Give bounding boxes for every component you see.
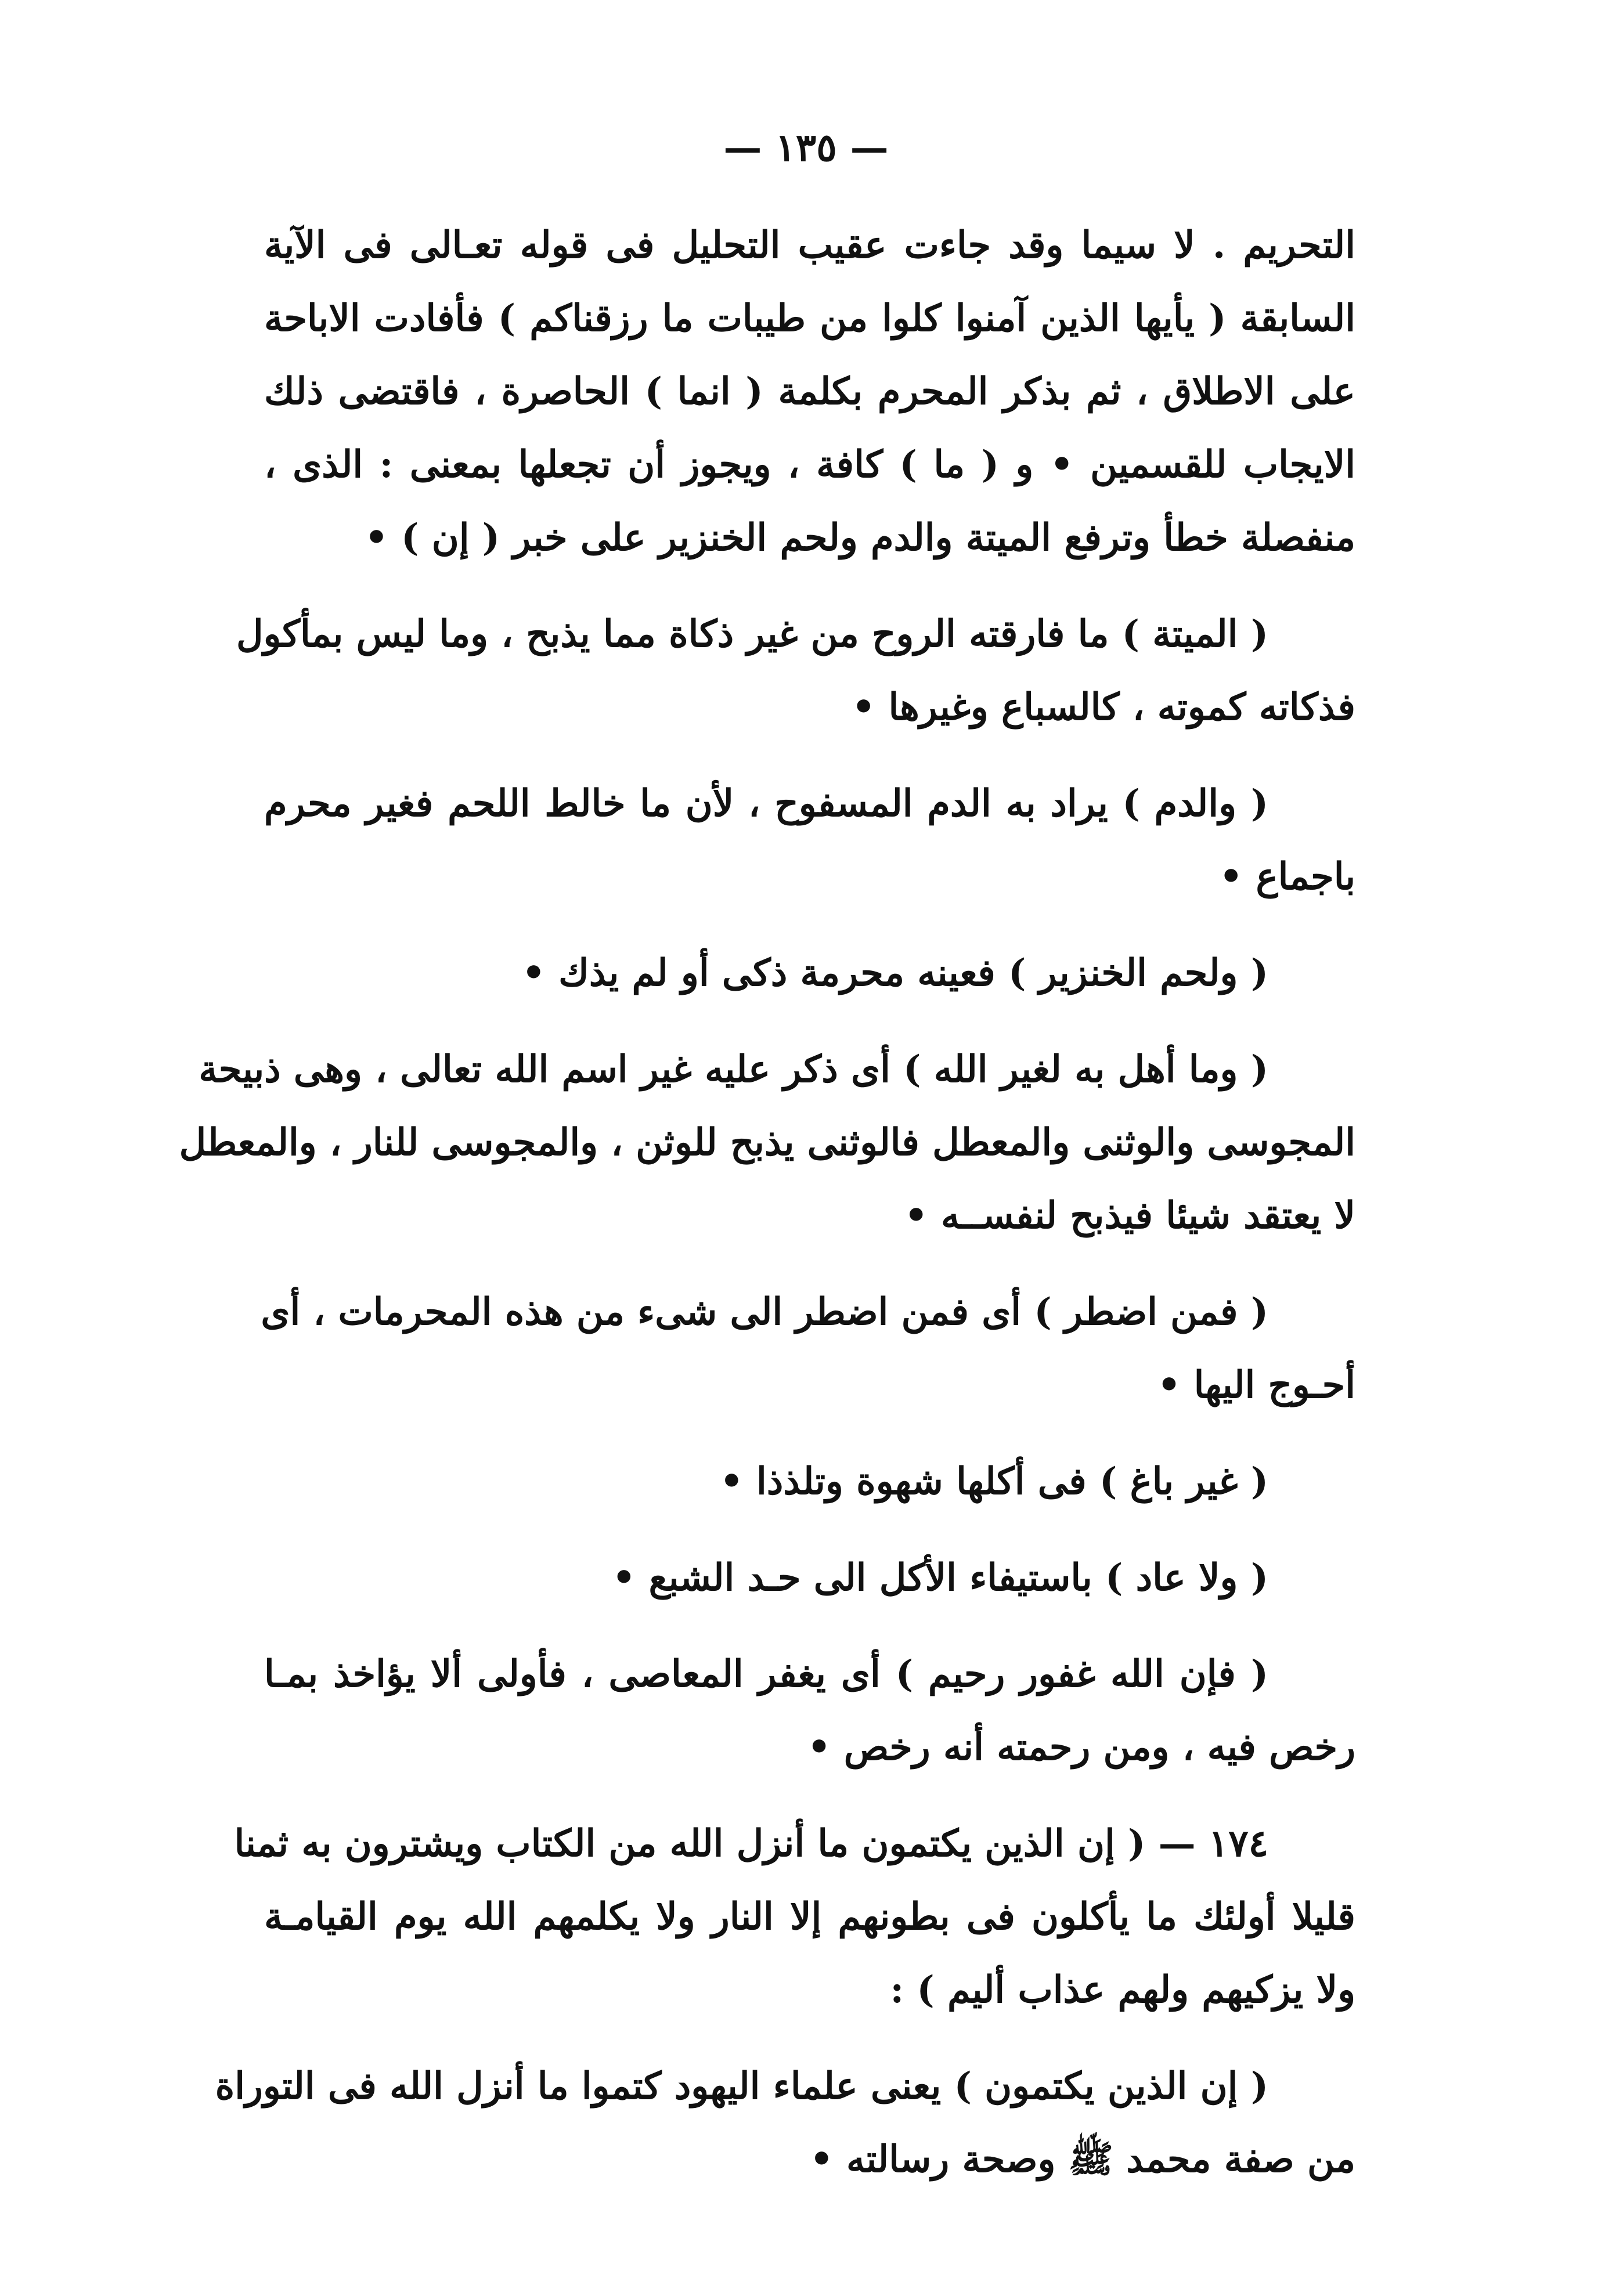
text-line: ( فمن اضطر ) أى فمن اضطر الى شىء من هذه المحرمات ، أى [261,1290,1268,1334]
text-line: رخص فيه ، ومن رحمته أنه رخص • [807,1725,1355,1769]
text-line: باجماع • [1219,855,1355,898]
paragraph [264,1445,1355,1518]
text-line: ولا يزكيهم ولهم عذاب أليم ) : [890,1968,1355,2012]
text-line: على الاطلاق ، ثم بذكر المحرم بكلمة ( انما ) الحاصرة ، فاقتضى ذلك [264,370,1355,413]
text-line: ( غير باغ ) فى أكلها شهوة وتلذذا • [719,1460,1268,1503]
paragraph [264,937,1355,1010]
paragraph [179,1033,1355,1252]
text-line: السابقة ( يأيها الذين آمنوا كلوا من طيبات ما رزقناكم ) فأفادت الاباحة [264,297,1356,340]
verse-paragraph [234,1807,1356,2027]
text-line: أحـوج اليها • [1157,1363,1355,1407]
text-line: ( والدم ) يراد به الدم المسفوح ، لأن ما خالط اللحم فغير محرم [264,782,1268,825]
text-line: منفصلة خطأ وترفع الميتة والدم ولحم الخنزير على خبر ( إن ) • [364,516,1355,559]
text-line: لا يعتقد شيئا فيذبح لنفســه • [904,1194,1355,1237]
text-line: ( ولحم الخنزير ) فعينه محرمة ذكى أو لم يذك • [521,951,1268,995]
paragraph [264,767,1355,914]
text-line: ١٧٤ — ( إن الذين يكتمون ما أنزل الله من الكتاب ويشترون به ثمنا [234,1822,1268,1865]
paragraph [264,1542,1355,1615]
text-line: ( فإن الله غفور رحيم ) أى يغفر المعاصى ، فأولى ألا يؤاخذ بمـا [264,1652,1268,1696]
text-line: المجوسى والوثنى والمعطل فالوثنى يذبح للوثن ، والمجوسى للنار ، والمعطل [179,1121,1355,1164]
paragraph [261,1276,1355,1422]
text-line: ( ولا عاد ) باستيفاء الأكل الى حـد الشبع • [612,1556,1268,1600]
text-line: ( الميتة ) ما فارقته الروح من غير ذكاة مما يذبح ، وما ليس بمأكول [236,612,1268,656]
text-line: التحريم . لا سيما وقد جاءت عقيب التحليل فى قوله تعـالى فى الآية [264,223,1355,267]
text-line: قليلا أولئك ما يأكلون فى بطونهم إلا النار ولا يكلمهم الله يوم القيامـة [264,1895,1356,1938]
text-line: فذكاته كموته ، كالسباع وغيرها • [852,685,1355,729]
paragraph [264,1638,1355,1784]
text-line: من صفة محمد ﷺ وصحة رسالته • [809,2138,1355,2181]
body-text [179,209,1356,2219]
text-line: ( إن الذين يكتمون ) يعنى علماء اليهود كتموا ما أنزل الله فى التوراة [215,2064,1268,2108]
text-line: ( وما أهل به لغير الله ) أى ذكر عليه غير اسم الله تعالى ، وهى ذبيحة [199,1048,1268,1091]
page-number: — ١٣٥ — [723,125,889,170]
paragraph [264,209,1355,575]
paragraph [215,2050,1355,2196]
text-line: الايجاب للقسمين • و ( ما ) كافة ، ويجوز أن تجعلها بمعنى : الذى ، [264,443,1356,486]
paragraph [236,598,1355,744]
